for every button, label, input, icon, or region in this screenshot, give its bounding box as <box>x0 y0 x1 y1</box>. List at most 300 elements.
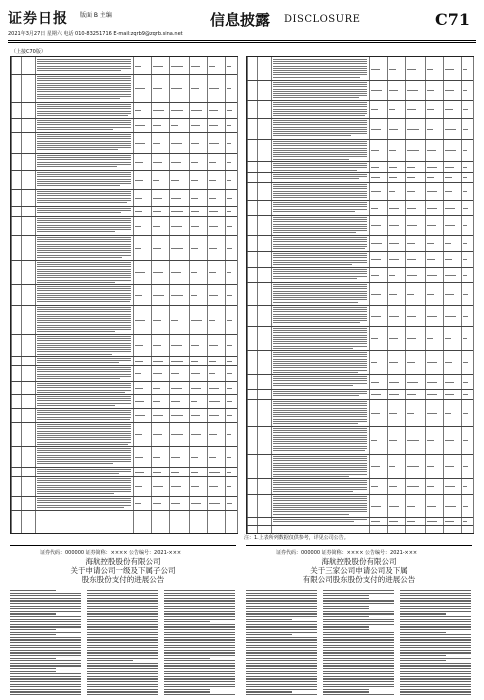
table-row-divider <box>11 422 237 423</box>
table-cell-text <box>37 78 131 79</box>
table-cell-value <box>135 320 145 321</box>
announcement-body-line <box>400 650 471 651</box>
table-cell-text <box>273 159 349 160</box>
table-cell-value <box>389 208 399 209</box>
announcement-body-line <box>87 603 158 604</box>
table-cell-text <box>37 435 131 436</box>
announcement-right <box>246 545 472 696</box>
table-cell-text <box>37 396 131 397</box>
announcement-body-line <box>87 598 158 599</box>
announcement-body-line <box>323 694 394 695</box>
table-cell-text <box>273 106 367 107</box>
table-cell-text <box>37 461 131 462</box>
announcement-body-line <box>400 632 446 633</box>
announcement-body-line <box>10 678 81 679</box>
table-column-divider <box>35 57 36 533</box>
table-cell-value <box>135 110 141 111</box>
table-cell-value <box>135 125 145 126</box>
table-cell-text <box>37 222 131 223</box>
announcement-body-line <box>323 663 394 664</box>
table-cell-text <box>37 457 131 458</box>
table-cell-text <box>273 367 367 368</box>
table-cell-text <box>273 408 367 409</box>
table-cell-text <box>273 339 367 340</box>
table-cell-text <box>273 428 367 429</box>
table-cell-text <box>273 480 367 481</box>
table-cell-value <box>371 294 381 295</box>
table-cell-value <box>427 362 437 363</box>
table-cell-value <box>427 90 434 91</box>
table-cell-value <box>191 198 198 199</box>
table-cell-text <box>37 487 131 488</box>
announcement-title-line: 关于三家公司申请公司及下属 <box>310 566 408 575</box>
announcement-body-line <box>323 606 369 607</box>
announcement-body-line <box>400 658 471 659</box>
table-cell-text <box>273 359 367 360</box>
table-cell-text <box>273 70 367 71</box>
table-cell-text <box>273 314 367 315</box>
table-cell-text <box>273 253 367 254</box>
table-cell-value <box>171 457 180 458</box>
announcement-body-line <box>87 639 158 640</box>
announcement-body-line <box>10 691 81 692</box>
table-cell-value <box>463 440 468 441</box>
announcement-body-line <box>164 678 235 679</box>
table-row-divider <box>11 132 237 133</box>
table-cell-text <box>273 435 367 436</box>
table-cell-text <box>273 209 367 210</box>
table-cell-text <box>273 335 367 336</box>
table-cell-value <box>191 503 201 504</box>
announcement-body-line <box>246 626 317 627</box>
announcement-body-line <box>164 650 235 651</box>
announcement-body-line <box>10 645 81 646</box>
table-cell-value <box>463 177 467 178</box>
table-cell-value <box>191 457 198 458</box>
announcement-body-line <box>10 668 56 669</box>
table-cell-value <box>171 361 183 362</box>
announcement-body-line <box>164 658 210 659</box>
announcement-body-line <box>164 626 235 627</box>
table-cell-text <box>273 363 367 364</box>
announcement-body-line <box>323 624 394 625</box>
announcement-body-line <box>10 660 81 661</box>
table-cell-value <box>171 88 182 89</box>
table-row-divider <box>247 182 473 183</box>
announcement-body-line <box>323 686 394 687</box>
table-cell-value <box>463 225 467 226</box>
table-cell-value <box>227 415 232 416</box>
edition-info: 版面 B 主编 <box>80 12 112 19</box>
table-cell-value <box>389 69 396 70</box>
table-cell-text <box>37 336 131 337</box>
announcement-body-line <box>87 684 158 685</box>
table-cell-text <box>273 111 367 112</box>
table-cell-value <box>463 69 467 70</box>
announcement-body-line <box>246 619 292 620</box>
table-cell-text <box>273 511 367 512</box>
announcement-body-line <box>10 595 81 596</box>
table-column-divider <box>189 57 190 533</box>
table-cell-value <box>135 361 143 362</box>
table-cell-value <box>389 382 399 383</box>
section-title: 信息披露 <box>210 11 271 29</box>
table-cell-value <box>389 90 398 91</box>
announcement-body-line <box>10 652 81 653</box>
table-cell-text <box>273 376 367 377</box>
table-cell-value <box>407 177 415 178</box>
table-cell-text <box>37 138 131 139</box>
table-cell-text <box>37 390 131 391</box>
table-cell-value <box>153 110 164 111</box>
table-cell-value <box>171 272 181 273</box>
table-cell-text <box>273 322 360 323</box>
table-cell-value <box>135 162 143 163</box>
table-cell-value <box>227 320 232 321</box>
table-cell-text <box>37 299 131 300</box>
table-cell-text <box>37 398 131 399</box>
table-cell-value <box>427 69 433 70</box>
table-cell-text <box>273 378 367 379</box>
table-cell-value <box>209 503 220 504</box>
announcement-body-line <box>10 603 81 604</box>
table-cell-text <box>37 385 131 386</box>
announcement-body-line <box>164 603 235 604</box>
announcement-body-line <box>400 611 471 612</box>
table-row-divider <box>11 284 237 285</box>
table-cell-value <box>135 88 145 89</box>
table-cell-text <box>37 392 125 393</box>
announcement-body-line <box>323 655 394 656</box>
announcement-body-line <box>10 611 81 612</box>
table-cell-text <box>37 80 131 81</box>
table-cell-text <box>37 414 131 415</box>
table-cell-value <box>463 90 467 91</box>
table-cell-value <box>227 388 232 389</box>
table-cell-text <box>37 195 131 196</box>
announcement-body-line <box>164 608 235 609</box>
announcement-body-line <box>87 689 158 690</box>
table-cell-value <box>445 466 454 467</box>
table-row-divider <box>247 494 473 495</box>
table-row-divider <box>11 496 237 497</box>
announcement-body-line <box>10 634 56 635</box>
table-cell-text <box>273 237 367 238</box>
table-cell-value <box>227 295 232 296</box>
table-cell-value <box>209 88 219 89</box>
announcement-body-line <box>87 632 158 633</box>
announcement-body-line <box>10 642 81 643</box>
table-cell-text <box>273 89 367 90</box>
table-cell-text <box>37 212 121 213</box>
table-cell-text <box>273 178 359 179</box>
announcement-body-line <box>246 624 317 625</box>
table-cell-value <box>135 486 142 487</box>
announcement-body-line <box>400 639 471 640</box>
announcement-body-line <box>10 624 81 625</box>
table-cell-text <box>37 280 131 281</box>
announcement-body-line <box>246 678 317 679</box>
table-cell-text <box>273 320 367 321</box>
announcement-body-line <box>164 663 235 664</box>
table-cell-text <box>37 301 130 302</box>
table-cell-text <box>273 91 367 92</box>
announcement-body-line <box>400 655 446 656</box>
table-cell-value <box>209 361 216 362</box>
table-cell-value <box>153 486 163 487</box>
announcement-body-line <box>10 673 81 674</box>
table-cell-text <box>273 154 367 155</box>
table-column-divider <box>247 57 248 533</box>
announcement-body-line <box>400 647 471 648</box>
table-cell-text <box>273 113 367 114</box>
table-cell-value <box>209 272 216 273</box>
table-cell-value <box>389 243 399 244</box>
table-cell-value <box>371 208 378 209</box>
table-row-divider <box>247 399 473 400</box>
announcement-body-line <box>400 606 471 607</box>
table-row-divider <box>11 467 237 468</box>
table-row-divider <box>247 161 473 162</box>
table-cell-value <box>191 434 201 435</box>
announcement-body-line <box>164 632 235 633</box>
table-row-divider <box>247 454 473 455</box>
table-cell-value <box>371 382 379 383</box>
table-cell-text <box>37 307 131 308</box>
table-cell-text <box>37 444 128 445</box>
table-footnote: 注：1.上表所列数据仅供参考，详见公司公告。 <box>244 535 349 541</box>
table-cell-text <box>273 77 360 78</box>
announcement-body-line <box>87 590 158 591</box>
announcement-body-line <box>10 647 81 648</box>
table-column-divider <box>461 57 462 533</box>
table-column-divider <box>169 57 170 533</box>
table-row-divider <box>247 139 473 140</box>
announcement-body-line <box>164 613 235 614</box>
table-cell-text <box>273 217 367 218</box>
announcement-body-line <box>400 668 471 669</box>
announcement-body-line <box>87 606 158 607</box>
announcement-body-line <box>87 691 158 692</box>
table-cell-value <box>227 457 231 458</box>
table-cell-value <box>371 466 380 467</box>
table-cell-text <box>37 183 131 184</box>
table-cell-text <box>273 487 367 488</box>
announcement-body-line <box>87 626 158 627</box>
announcement-body-line <box>323 665 394 666</box>
announcement-body-line <box>400 619 471 620</box>
table-cell-text <box>37 83 131 84</box>
table-cell-value <box>463 243 467 244</box>
table-cell-text <box>37 360 131 361</box>
table-cell-value <box>427 413 437 414</box>
announcement-title-line: 股东股份支付的进展公告 <box>81 575 165 584</box>
table-cell-value <box>445 506 456 507</box>
table-cell-value <box>407 506 415 507</box>
table-cell-text <box>37 286 131 287</box>
table-cell-text <box>37 320 131 321</box>
table-row-divider <box>11 118 237 119</box>
announcement-body-line <box>164 619 235 620</box>
table-cell-text <box>37 218 131 219</box>
table-cell-text <box>37 327 131 328</box>
table-row-divider <box>11 381 237 382</box>
table-cell-text <box>37 358 131 359</box>
table-row-divider <box>247 389 473 390</box>
table-cell-value <box>371 316 381 317</box>
table-column-divider <box>151 57 152 533</box>
table-cell-value <box>227 345 232 346</box>
table-cell-text <box>273 148 367 149</box>
table-cell-text <box>37 500 131 501</box>
announcement-body-line <box>164 673 235 674</box>
announcement-body-line <box>87 663 158 664</box>
table-cell-value <box>209 180 216 181</box>
table-cell-text <box>37 369 131 370</box>
announcement-body-line <box>87 619 158 620</box>
announcement-body-line <box>400 600 471 601</box>
table-cell-text <box>37 210 131 211</box>
table-cell-value <box>407 69 416 70</box>
table-cell-text <box>37 241 131 242</box>
table-cell-value <box>153 401 160 402</box>
table-cell-text <box>37 127 131 128</box>
table-row-divider <box>247 200 473 201</box>
table-cell-text <box>273 257 367 258</box>
announcement-body-line <box>10 608 81 609</box>
table-cell-text <box>37 200 131 201</box>
announcement-body-line <box>87 694 158 695</box>
table-cell-value <box>389 109 395 110</box>
table-cell-value <box>389 362 398 363</box>
table-cell-value <box>407 382 418 383</box>
announcement-body-line <box>246 613 317 614</box>
table-cell-text <box>37 282 115 283</box>
announcement-title <box>10 557 236 584</box>
announcement-body-line <box>164 593 235 594</box>
table-column-divider <box>237 57 238 533</box>
table-cell-text <box>37 378 120 379</box>
table-cell-text <box>273 463 367 464</box>
table-cell-value <box>445 486 455 487</box>
table-cell-text <box>273 260 367 261</box>
table-cell-text <box>273 133 367 134</box>
announcement-body-line <box>323 650 394 651</box>
table-cell-value <box>227 401 232 402</box>
announcement-body-line <box>164 637 235 638</box>
newspaper-logo: 证券日报 <box>8 11 68 27</box>
table-cell-text <box>273 507 367 508</box>
table-cell-text <box>273 66 367 67</box>
table-cell-text <box>37 113 131 114</box>
table-cell-text <box>37 181 131 182</box>
announcement-body-line <box>323 647 394 648</box>
table-cell-text <box>37 343 131 344</box>
table-cell-value <box>171 110 183 111</box>
table-cell-value <box>463 413 468 414</box>
table-cell-value <box>153 345 161 346</box>
table-cell-value <box>463 338 467 339</box>
table-cell-text <box>273 84 367 85</box>
table-cell-value <box>135 472 144 473</box>
table-cell-text <box>37 185 120 186</box>
table-cell-text <box>37 354 112 355</box>
announcement-body-line <box>87 642 158 643</box>
table-cell-value <box>463 466 468 467</box>
table-cell-text <box>273 239 367 240</box>
announcement-body-line <box>10 689 81 690</box>
table-cell-text <box>37 498 131 499</box>
table-cell-value <box>389 150 396 151</box>
announcement-body-line <box>246 676 317 677</box>
table-column-divider <box>207 57 208 533</box>
table-cell-value <box>427 275 437 276</box>
table-cell-value <box>135 248 141 249</box>
announcement-body-line <box>10 639 81 640</box>
table-cell-text <box>37 410 131 411</box>
announcement-body-line <box>400 671 471 672</box>
table-cell-text <box>37 314 131 315</box>
table-column-divider <box>425 57 426 533</box>
announcement-body-line <box>164 668 235 669</box>
table-cell-value <box>463 486 467 487</box>
announcement-body-line <box>323 613 394 614</box>
table-cell-value <box>371 394 381 395</box>
table-cell-text <box>37 172 131 173</box>
table-cell-value <box>463 275 467 276</box>
table-cell-value <box>153 320 161 321</box>
table-cell-text <box>37 85 131 86</box>
announcement-body-line <box>246 611 317 612</box>
table-cell-text <box>273 401 367 402</box>
table-cell-text <box>273 152 367 153</box>
table-column-divider <box>369 57 370 533</box>
announcement-body-line <box>246 652 317 653</box>
table-cell-text <box>273 430 367 431</box>
table-cell-value <box>135 503 141 504</box>
table-row-divider <box>247 478 473 479</box>
table-cell-text <box>37 120 131 121</box>
table-cell-value <box>191 295 197 296</box>
table-row-divider <box>247 326 473 327</box>
table-cell-value <box>153 272 163 273</box>
table-cell-text <box>37 70 121 71</box>
table-cell-value <box>389 521 398 522</box>
table-cell-text <box>37 309 131 310</box>
table-cell-text <box>273 465 367 466</box>
announcement-body-line <box>10 590 56 591</box>
table-cell-value <box>427 150 436 151</box>
table-cell-value <box>153 503 161 504</box>
announcement-title-line: 海航控股股份有限公司 <box>321 557 397 566</box>
table-cell-value <box>209 373 215 374</box>
table-cell-text <box>37 345 131 346</box>
table-cell-text <box>273 170 357 171</box>
table-cell-value <box>445 362 452 363</box>
announcement-body-line <box>10 616 81 617</box>
table-cell-value <box>209 66 215 67</box>
announcement-body-line <box>10 686 81 687</box>
table-cell-value <box>407 109 416 110</box>
table-cell-text <box>273 471 367 472</box>
announcement-body-line <box>323 626 369 627</box>
table-row-divider <box>11 153 237 154</box>
table-cell-value <box>227 162 231 163</box>
announcement-body-line <box>164 611 235 612</box>
announcement-body-line <box>87 624 158 625</box>
table-row-divider <box>11 476 237 477</box>
announcement-body-line <box>246 658 317 659</box>
